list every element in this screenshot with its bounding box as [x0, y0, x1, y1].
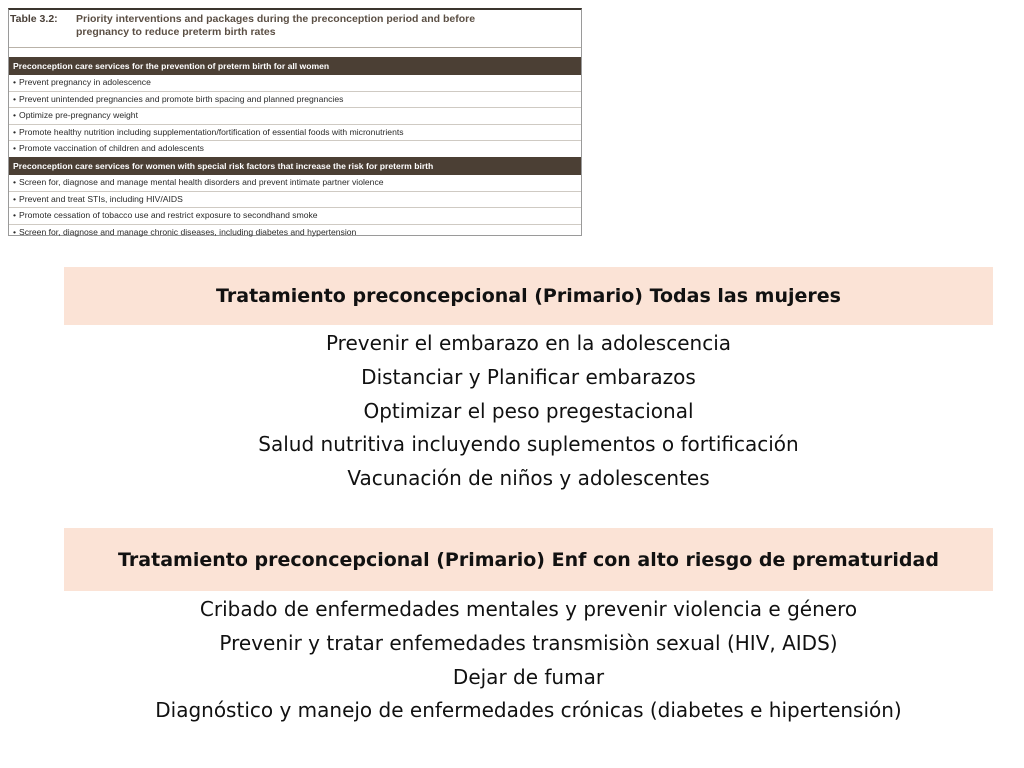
bullet-icon: • [13, 126, 17, 137]
list-item: Dejar de fumar [452, 664, 605, 689]
table-list-item: • Promote vaccination of children and adolescents [13, 143, 204, 154]
table-title-line-2: pregnancy to reduce preterm birth rates [76, 26, 276, 38]
list-item: Optimizar el peso pregestacional [363, 398, 694, 423]
section-list-high-risk [64, 593, 993, 728]
bullet-icon: • [13, 110, 17, 121]
table-list-item: • Optimize pre-pregnancy weight [9, 108, 581, 125]
section-list-all-women [64, 327, 993, 496]
bullet-icon: • [13, 210, 17, 221]
table-section-header-all-women: Preconception care services for the prevention of preterm birth for all women [9, 57, 581, 75]
table-list-item: • Screen for, diagnose and manage mental health disorders and prevent intimate partner violence [9, 175, 581, 192]
table-list-risk-factors [9, 175, 581, 240]
table-list-all-women [9, 75, 581, 157]
section-header-all-women: Tratamiento preconcepcional (Primario) Todas las mujeres [64, 267, 993, 325]
list-item: Cribado de enfermedades mentales y prevenir violencia e género [199, 597, 858, 621]
list-item: Prevenir el embarazo en la adolescencia [325, 331, 732, 355]
table-list-item: • Prevent and treat STIs, including HIV/AIDS [9, 192, 581, 209]
list-item: Vacunación de niños y adolescentes [347, 466, 710, 491]
table-title [76, 13, 475, 47]
bullet-icon: • [13, 176, 17, 187]
table-list-item: • Prevent pregnancy in adolescence [9, 75, 581, 92]
source-table [8, 8, 582, 236]
section-header-high-risk: Tratamiento preconcepcional (Primario) Enf con alto riesgo de prematuridad [64, 528, 993, 591]
table-label: Table 3.2: [10, 13, 58, 25]
bullet-icon: • [13, 226, 17, 237]
table-title-line-1: Priority interventions and packages during the preconception period and before [76, 13, 476, 25]
table-list-item: • Prevent unintended pregnancies and promote birth spacing and planned pregnancies [9, 92, 581, 109]
list-item: Distanciar y Planificar embarazos [361, 364, 696, 389]
list-item: Prevenir y tratar enfemedades transmisiòn sexual (HIV, AIDS) [219, 630, 838, 655]
table-section-header-risk-factors: Preconception care services for women with special risk factors that increase the risk for preterm birth [9, 157, 581, 175]
table-list-item: • Screen for, diagnose and manage chronic diseases, including diabetes and hypertension [13, 226, 357, 237]
table-list-item: • Promote healthy nutrition including supplementation/fortification of essential foods with micronutrients [9, 125, 581, 142]
list-item: Diagnóstico y manejo de enfermedades crónicas (diabetes e hipertensión) [155, 698, 902, 723]
bullet-icon: • [13, 143, 17, 154]
table-caption [9, 10, 581, 48]
bullet-icon: • [13, 193, 17, 204]
table-list-item: • Promote cessation of tobacco use and restrict exposure to secondhand smoke [9, 208, 581, 225]
bullet-icon: • [13, 93, 17, 104]
list-item: Salud nutritiva incluyendo suplementos o fortificación [258, 432, 799, 457]
bullet-icon: • [13, 77, 17, 87]
